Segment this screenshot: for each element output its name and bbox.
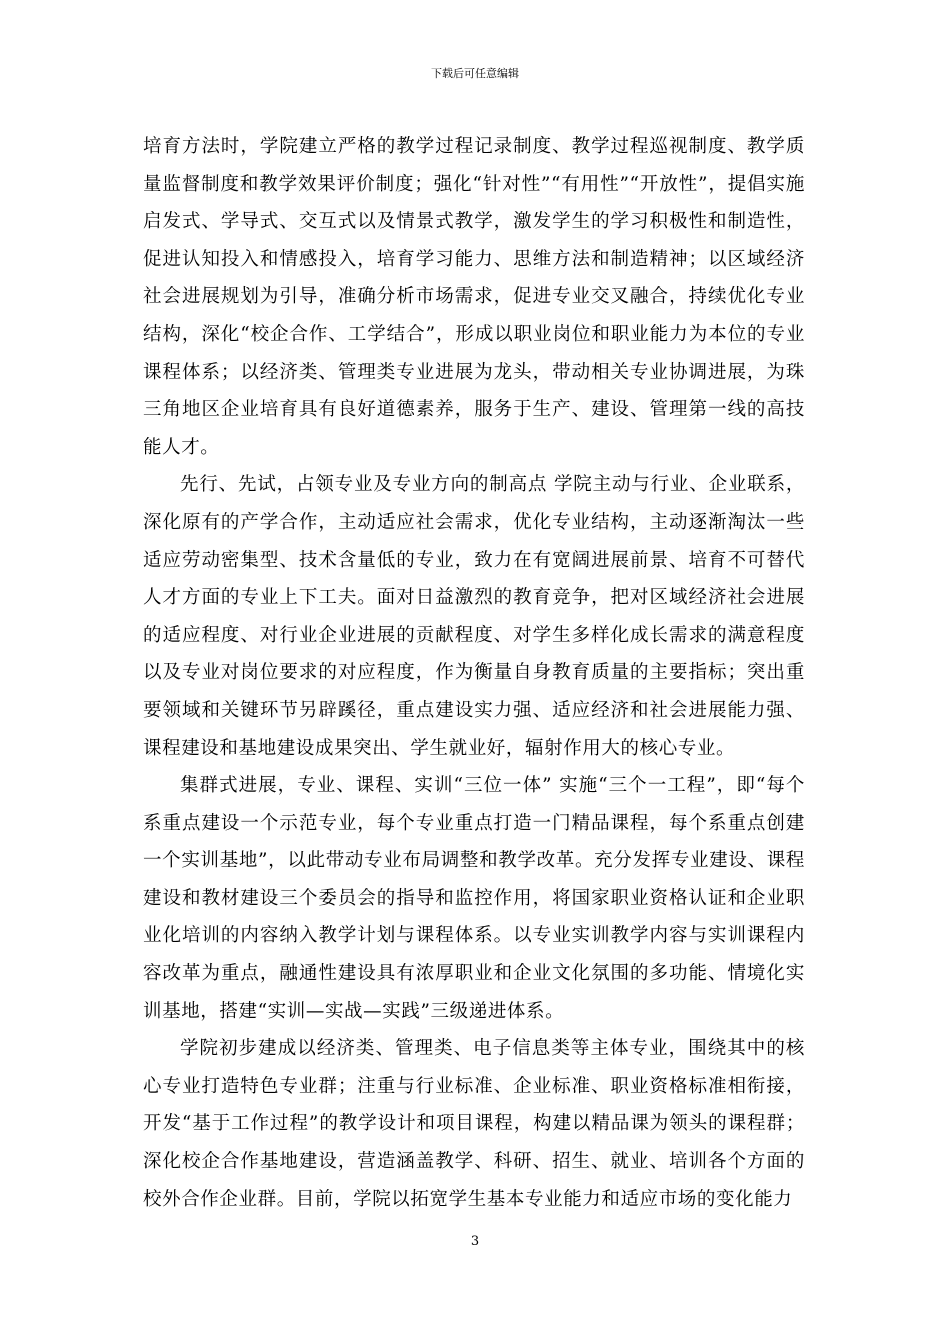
paragraph-3: 集群式进展，专业、课程、实训“三位一体” 实施“三个一工程”，即“每个系重点建设一个示范专业，每个专业重点打造一门精品课程，每个系重点创建一个实训基地”，以此带动专业布局调整和教学改革。充分发挥专业建设、课程建设和教材建设三个委员会的指导和监控作用，将国家职业资格认证和企业职业化培训的内容纳入教学计划与课程体系。以专业实训教学内容与实训课程内容改革为重点，融通性建设具有浓厚职业和企业文化氛围的多功能、情境化实训基地，搭建“实训—实战—实践”三级递进体系。 xyxy=(143,775,805,1022)
document-body xyxy=(143,128,805,1218)
paragraph-4: 学院初步建成以经济类、管理类、电子信息类等主体专业，围绕其中的核心专业打造特色专业群；注重与行业标准、企业标准、职业资格标准相衔接，开发“基于工作过程”的教学设计和项目课程，构建以精品课为领头的课程群；深化校企合作基地建设，营造涵盖教学、科研、招生、就业、培训各个方面的校外合作企业群。目前，学院以拓宽学生基本专业能力和适应市场的变化能力 xyxy=(143,1038,805,1210)
paragraph-1: 培育方法时，学院建立严格的教学过程记录制度、教学过程巡视制度、教学质量监督制度和教学效果评价制度；强化“针对性”“有用性”“开放性”，提倡实施启发式、学导式、交互式以及情景式教学，激发学生的学习积极性和制造性，促进认知投入和情感投入，培育学习能力、思维方法和制造精神；以区域经济社会进展规划为引导，准确分析市场需求，促进专业交叉融合，持续优化专业结构，深化“校企合作、工学结合”，形成以职业岗位和职业能力为本位的专业课程体系；以经济类、管理类专业进展为龙头，带动相关专业协调进展，为珠三角地区企业培育具有良好道德素养，服务于生产、建设、管理第一线的高技能人才。 xyxy=(143,136,805,458)
paragraph-2: 先行、先试，占领专业及专业方向的制高点 学院主动与行业、企业联系，深化原有的产学合作，主动适应社会需求，优化专业结构，主动逐渐淘汰一些适应劳动密集型、技术含量低的专业，致力在有宽阔进展前景、培育不可替代人才方面的专业上下工夫。面对日益激烈的教育竞争，把对区域经济社会进展的适应程度、对行业企业进展的贡献程度、对学生多样化成长需求的满意程度以及专业对岗位要求的对应程度，作为衡量自身教育质量的主要指标；突出重要领域和关键环节另辟蹊径，重点建设实力强、适应经济和社会进展能力强、课程建设和基地建设成果突出、学生就业好，辐射作用大的核心专业。 xyxy=(143,474,805,759)
page-number: 3 xyxy=(470,1234,480,1249)
page-header: 下载后可任意编辑 xyxy=(431,67,519,80)
